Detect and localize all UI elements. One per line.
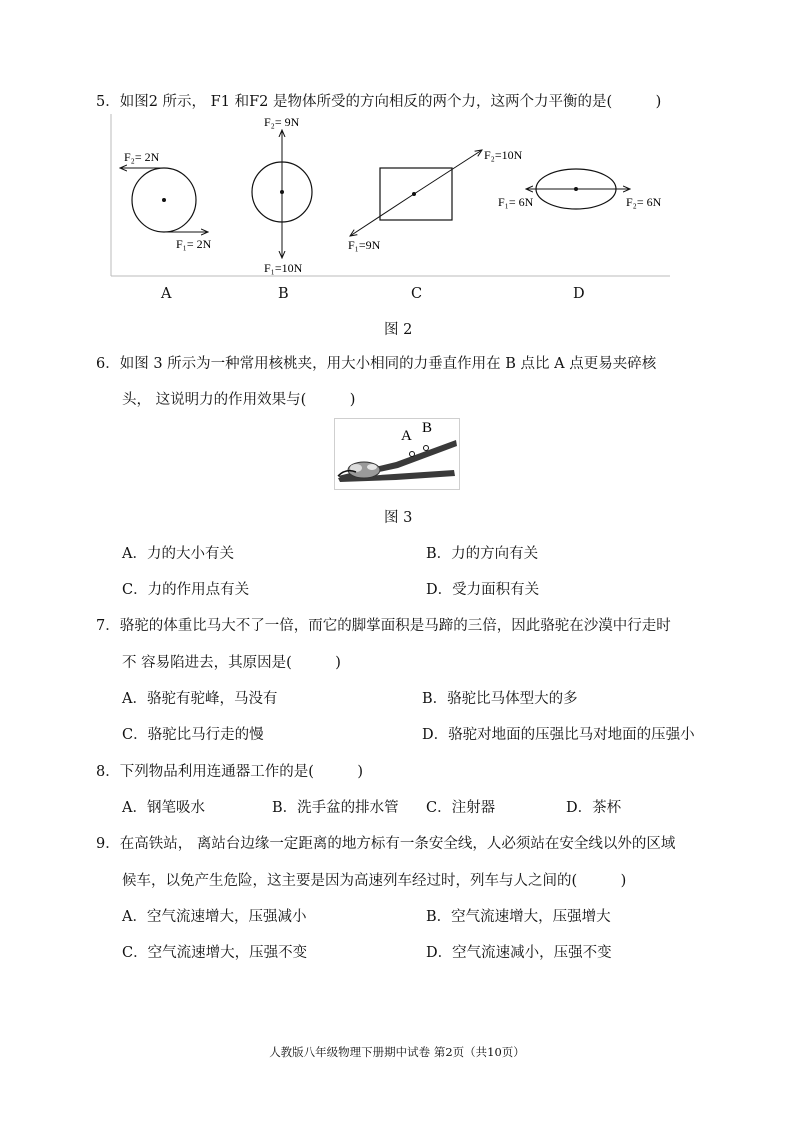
diagram-d-f2-label: F₂= 6N	[626, 195, 662, 209]
question-7-option-c[interactable]: C．骆驼比马行走的慢	[122, 727, 264, 743]
question-6-option-a[interactable]: A．力的大小有关	[122, 546, 234, 562]
figure-2-caption: 图 2	[384, 322, 413, 338]
question-6-option-d[interactable]: D．受力面积有关	[426, 582, 540, 598]
question-7-option-b[interactable]: B．骆驼比马体型大的多	[422, 691, 578, 707]
diagram-a	[120, 150, 212, 251]
diagram-c-f2-label: F₂=10N	[484, 148, 523, 162]
diagram-a-f1-label: F₁= 2N	[176, 237, 212, 251]
point-b-label: B	[422, 420, 433, 436]
question-7-text-line-2: 不 容易陷进去，其原因是( )	[122, 655, 341, 671]
diagram-c	[348, 148, 523, 252]
diagram-b-f2-label: F₂= 9N	[264, 115, 300, 129]
diagram-b-f1-label: F₁=10N	[264, 261, 303, 275]
point-a-label: A	[401, 428, 412, 444]
diagram-label-a: A	[161, 286, 172, 302]
question-6-text-line-2: 头， 这说明力的作用效果与( )	[122, 392, 356, 408]
diagram-b	[252, 115, 312, 275]
question-6-option-b[interactable]: B．力的方向有关	[426, 546, 539, 562]
question-8-option-d[interactable]: D．茶杯	[566, 800, 622, 816]
diagram-d-f1-label: F₁= 6N	[498, 195, 534, 209]
question-9-text-line-1: 9．在高铁站， 离站台边缘一定距离的地方标有一条安全线，人必须站在安全线以外的区域	[96, 836, 676, 852]
question-8-option-b[interactable]: B．洗手盆的排水管	[272, 800, 399, 816]
question-6-text-line-1: 6．如图 3 所示为一种常用核桃夹，用大小相同的力垂直作用在 B 点比 A 点更易夹碎核	[96, 356, 657, 372]
diagram-a-f2-label: F₂= 2N	[124, 150, 160, 164]
diagram-d	[498, 169, 662, 209]
question-9-text-line-2: 候车，以免产生危险，这主要是因为高速列车经过时，列车与人之间的( )	[122, 873, 627, 889]
question-8-option-a[interactable]: A．钢笔吸水	[122, 800, 205, 816]
figure-3-caption: 图 3	[384, 510, 413, 526]
question-7-option-d[interactable]: D．骆驼对地面的压强比马对地面的压强小	[422, 727, 695, 743]
diagram-label-d: D	[573, 286, 585, 302]
diagram-label-c: C	[411, 286, 423, 302]
question-9-option-b[interactable]: B．空气流速增大，压强增大	[426, 909, 611, 925]
diagram-c-f1-label: F₁=9N	[348, 238, 381, 252]
question-8-text: 8．下列物品利用连通器工作的是( )	[96, 764, 364, 780]
question-5-text: 5．如图2 所示， F1 和F2 是物体所受的方向相反的两个力，这两个力平衡的是( )	[96, 94, 662, 110]
question-8-option-c[interactable]: C．注射器	[426, 800, 496, 816]
page-footer: 人教版八年级物理下册期中试卷 第2页（共10页）	[269, 1045, 525, 1059]
question-7-text-line-1: 7．骆驼的体重比马大不了一倍，而它的脚掌面积是马蹄的三倍，因此骆驼在沙漠中行走时	[96, 618, 671, 634]
question-9-option-a[interactable]: A．空气流速增大，压强减小	[122, 909, 307, 925]
force-diagram-figure-2	[108, 112, 678, 282]
question-7-option-a[interactable]: A．骆驼有驼峰，马没有	[122, 691, 278, 707]
question-9-option-c[interactable]: C．空气流速增大，压强不变	[122, 945, 308, 961]
question-9-option-d[interactable]: D．空气流速减小，压强不变	[426, 945, 612, 961]
diagram-label-b: B	[278, 286, 289, 302]
nutcracker-figure-3	[334, 418, 460, 490]
question-6-option-c[interactable]: C．力的作用点有关	[122, 582, 250, 598]
